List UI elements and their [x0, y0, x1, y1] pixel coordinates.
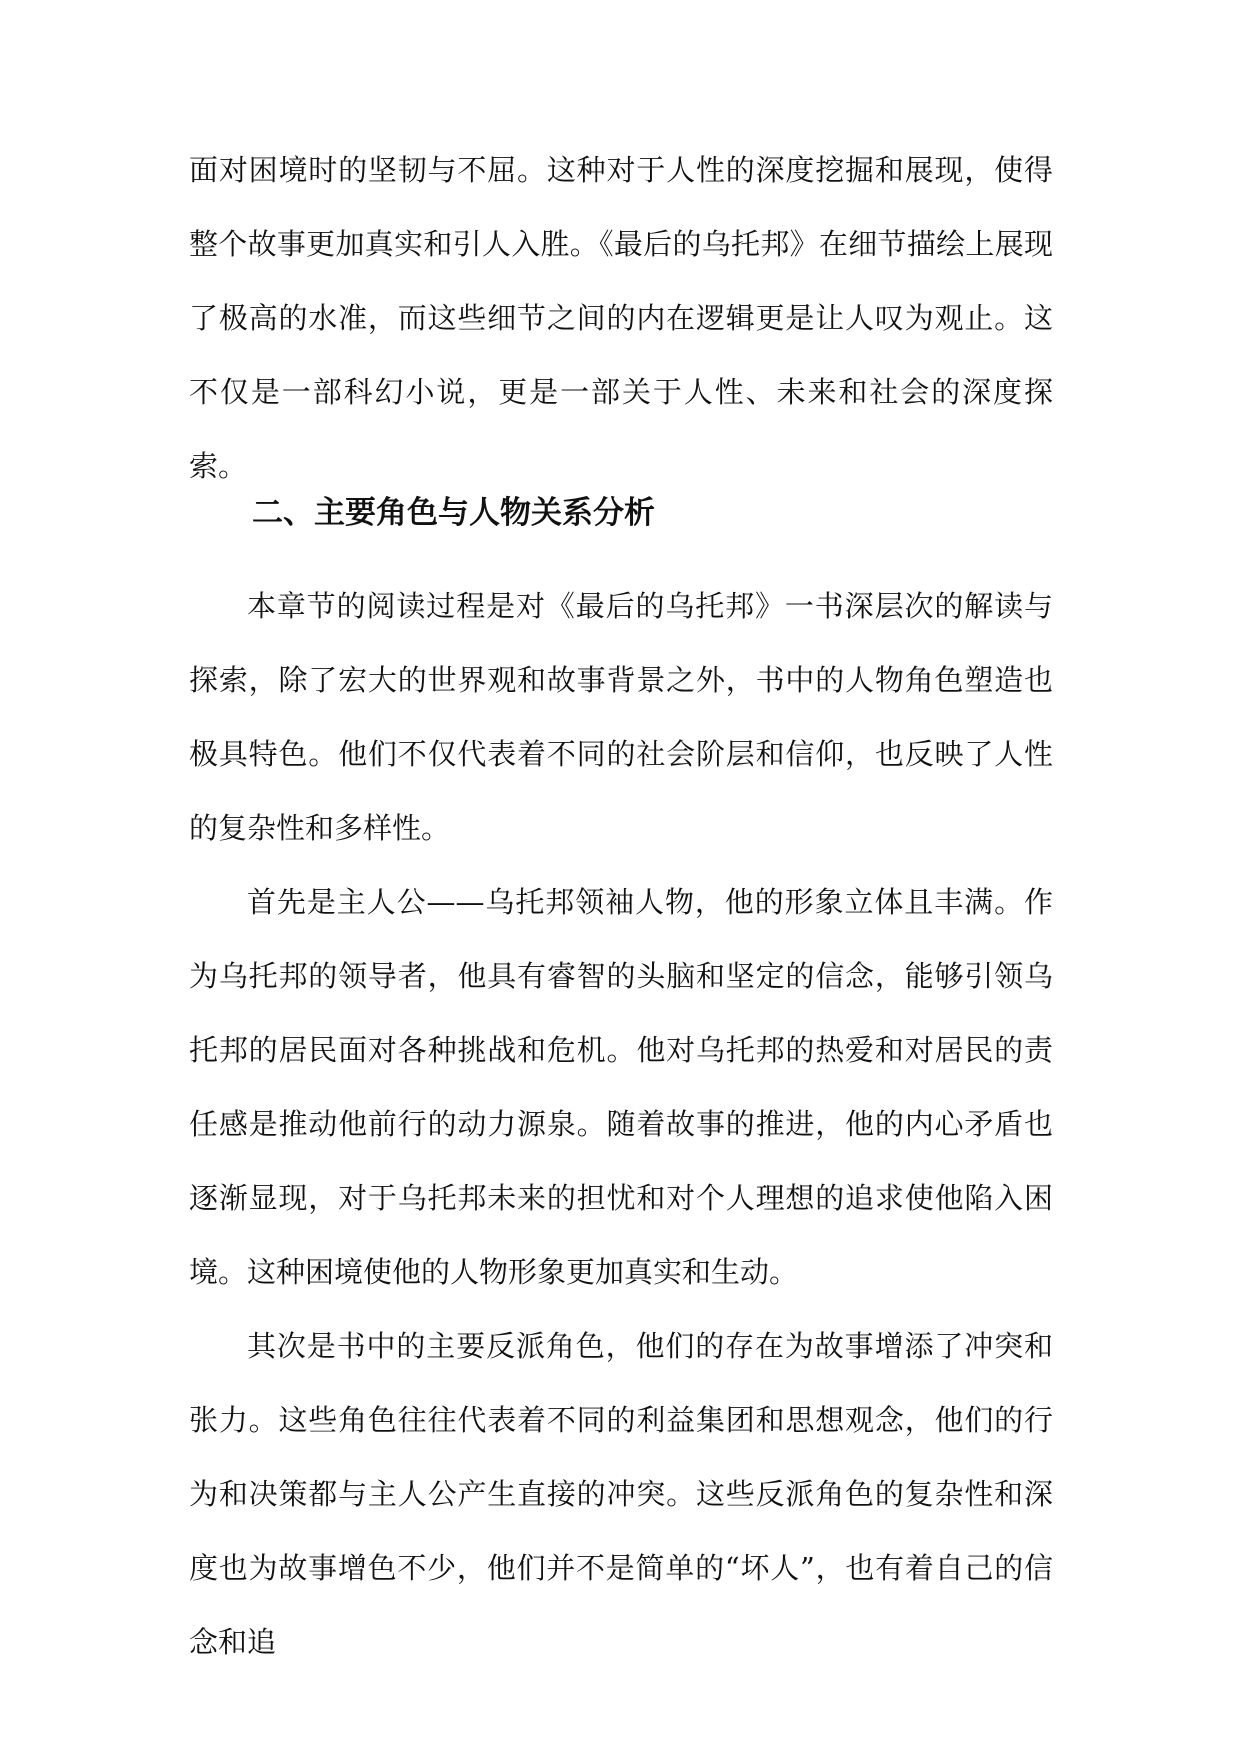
body-paragraph: 首先是主人公——乌托邦领袖人物，他的形象立体且丰满。作为乌托邦的领导者，他具有睿智的头脑和坚定的信念，能够引领乌托邦的居民面对各种挑战和危机。他对乌托邦的热爱和对居民的责任感是推动他前行的动力源泉。随着故事的推进，他的内心矛盾也逐渐显现，对于乌托邦未来的担忧和对个人理想的追求使他陷入困境。这种困境使他的人物形象更加真实和生动。: [189, 885, 1053, 1289]
continuation-paragraph: 面对困境时的坚韧与不屈。这种对于人性的深度挖掘和展现，使得整个故事更加真实和引人入胜。《最后的乌托邦》在细节描绘上展现了极高的水准，而这些细节之间的内在逻辑更是让人叹为观止。这不仅是一部科幻小说，更是一部关于人性、未来和社会的深度探索。: [189, 153, 1053, 483]
body-paragraph: 其次是书中的主要反派角色，他们的存在为故事增添了冲突和张力。这些角色往往代表着不同的利益集团和思想观念，他们的行为和决策都与主人公产生直接的冲突。这些反派角色的复杂性和深度也为故事增色不少，他们并不是简单的“坏人”，也有着自己的信念和追: [189, 1329, 1053, 1659]
section-heading: 二、主要角色与人物关系分析: [252, 495, 655, 531]
body-paragraph: 本章节的阅读过程是对《最后的乌托邦》一书深层次的解读与探索，除了宏大的世界观和故事背景之外，书中的人物角色塑造也极具特色。他们不仅代表着不同的社会阶层和信仰，也反映了人性的复杂性和多样性。: [189, 589, 1053, 845]
